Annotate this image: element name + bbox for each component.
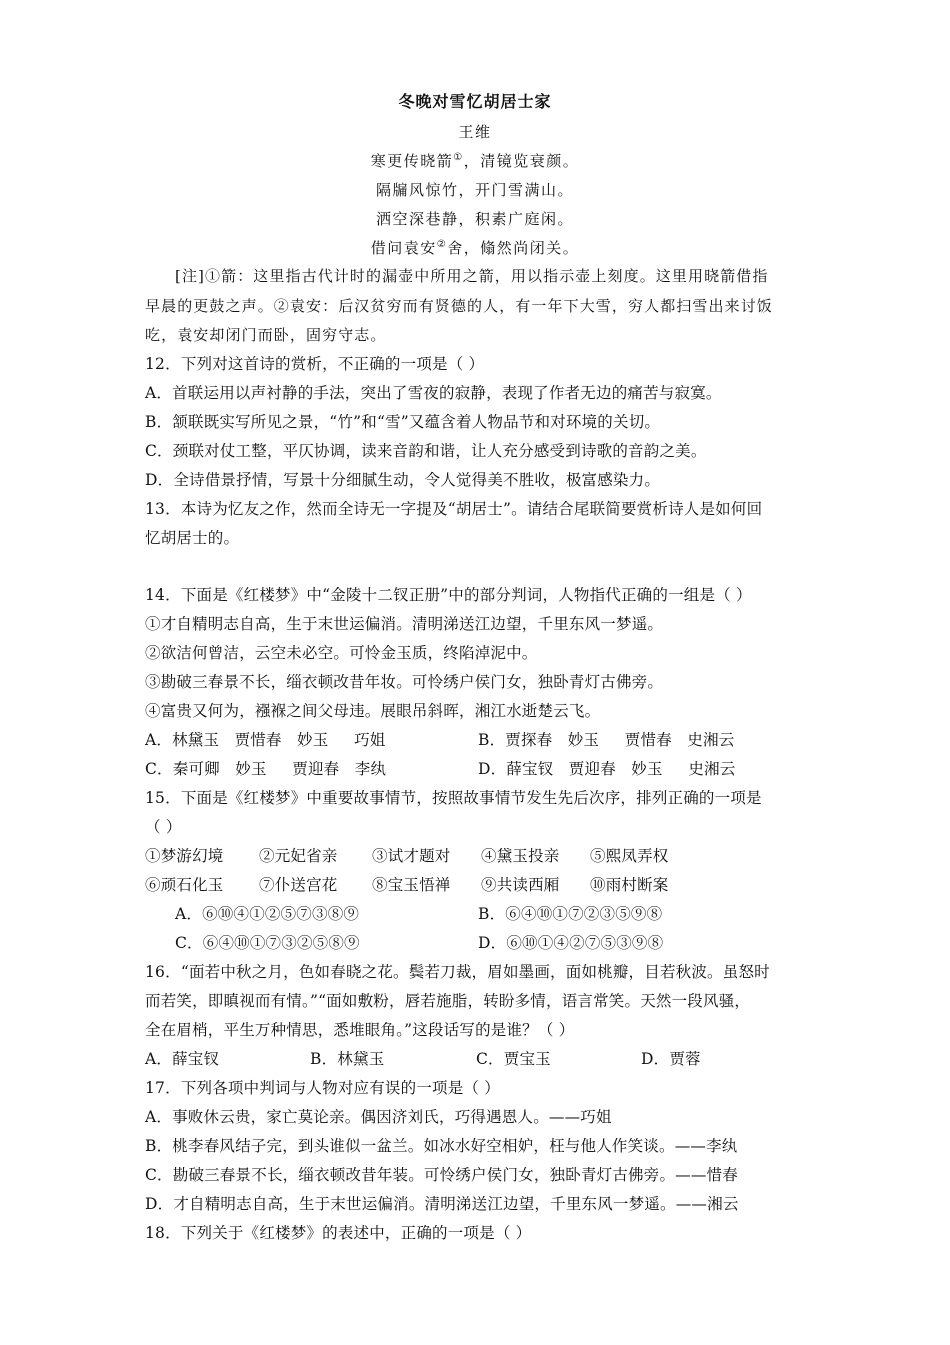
question-17-stem: 17．下列各项中判词与人物对应有误的一项是（ ） [145,1079,500,1097]
poem-line-1 [0,151,950,171]
question-15-option-a: A．⑥⑩④①②⑤⑦③⑧⑨ [175,905,360,923]
question-12-option-d: D．全诗借景抒情，写景十分细腻生动，令人觉得美不胜收，极富感染力。 [145,471,661,489]
poem-author: 王维 [458,123,492,141]
plot-item: ④黛玉投亲 [481,847,560,865]
poem-line-text: 舍，翛然尚闭关。 [447,239,580,257]
plot-item: ③试才题对 [372,847,451,865]
question-16-stem: 16．“面若中秋之月，色如春晓之花。鬓若刀裁，眉如墨画，面如桃瓣，目若秋波。虽怒时 [145,963,770,981]
question-16-option-c: C．贾宝玉 [476,1050,551,1068]
question-17-option-a: A．事败休云贵，家亡莫论亲。偶因济刘氏，巧得遇恩人。——巧姐 [145,1108,612,1126]
question-13-stem-cont: 忆胡居士的。 [145,529,240,547]
plot-item: ②元妃省亲 [259,847,338,865]
question-14-item: ②欲洁何曾洁，云空未必空。可怜金玉质，终陷淖泥中。 [145,644,538,662]
question-14-item: ③勘破三春景不长，缁衣顿改昔年妆。可怜绣户侯门女，独卧青灯古佛旁。 [145,673,664,691]
plot-item: ⑦仆送宫花 [259,876,338,894]
question-16-stem-cont: 而若笑，即瞋视而有情。”“面如敷粉，唇若施脂，转盼多情，语言常笑。天然一段风骚， [145,992,751,1010]
poem-line-text: 借问袁安 [370,239,437,257]
poem-line-3: 洒空深巷静，积素广庭闲。 [375,210,574,228]
question-17-option-d: D．才自精明志自高，生于末世运偏消。清明涕送江边望，千里东风一梦遥。——湘云 [145,1195,739,1213]
question-16-stem-cont: 全在眉梢，平生万种情思，悉堆眼角。”这段话写的是谁？（ ） [145,1021,575,1039]
plot-item: ①梦游幻境 [145,847,224,865]
question-16-option-b: B．林黛玉 [310,1050,385,1068]
question-12-option-b: B．颔联既实写所见之景，“竹”和“雪”又蕴含着人物品节和对环境的关切。 [145,413,661,431]
question-14-option-a: A．林黛玉 贾惜春 妙玉 巧姐 [145,731,386,749]
question-12-stem: 12．下列对这首诗的赏析，不正确的一项是（ ） [145,355,485,373]
question-15-paren: （ ） [145,818,182,836]
question-16-option-d: D．贾蓉 [641,1050,701,1068]
footnote-marker: ① [453,152,464,163]
question-14-option-d: D．薛宝钗 贾迎春 妙玉 史湘云 [478,760,736,778]
question-18-stem: 18．下列关于《红楼梦》的表述中，正确的一项是（ ） [145,1224,532,1242]
poem-title: 冬晚对雪忆胡居士家 [398,92,552,111]
question-16-option-a: A．薛宝钗 [145,1050,220,1068]
poem-note-line: [注]①箭：这里指古代计时的漏壶中所用之箭，用以指示壶上刻度。这里用晓箭借指 [175,267,769,285]
question-14-item: ④富贵又何为，襁褓之间父母违。展眼吊斜晖，湘江水逝楚云飞。 [145,702,601,720]
poem-note-line: 早晨的更鼓之声。②袁安：后汉贫穷而有贤德的人，有一年下大雪，穷人都扫雪出来讨饭 [145,297,773,315]
question-17-option-c: C．勘破三春景不长，缁衣顿改昔年装。可怜绣户侯门女，独卧青灯古佛旁。——惜春 [145,1166,738,1184]
question-15-stem: 15．下面是《红楼梦》中重要故事情节，按照故事情节发生先后次序，排列正确的一项是 [145,789,762,807]
plot-item: ⑧宝玉悟禅 [372,876,451,894]
question-17-option-b: B．桃李春风结子完，到头谁似一盆兰。如冰水好空相妒，枉与他人作笑谈。——李纨 [145,1137,738,1155]
question-14-option-b: B．贾探春 妙玉 贾惜春 史湘云 [478,731,735,749]
question-16-options [145,1049,765,1069]
plot-item: ⑨共读西厢 [481,876,560,894]
poem-line-text: ，清镜览衰颜。 [463,152,580,170]
question-15-items-row-2 [145,875,705,895]
question-14-stem: 14．下面是《红楼梦》中“金陵十二钗正册”中的部分判词，人物指代正确的一组是（ ） [145,586,752,604]
poem-line-text: 寒更传晓箭 [370,152,454,170]
question-14-option-c: C．秦可卿 妙玉 贾迎春 李纨 [145,760,387,778]
question-13-stem: 13．本诗为忆友之作，然而全诗无一字提及“胡居士”。请结合尾联简要赏析诗人是如何回 [145,500,763,518]
question-15-option-d: D．⑥⑩①④②⑦⑤③⑨⑧ [478,934,664,952]
question-14-item: ①才自精明志自高，生于末世运偏消。清明涕送江边望，千里东风一梦遥。 [145,615,664,633]
question-15-option-c: C．⑥④⑩①⑦③②⑤⑧⑨ [175,934,360,952]
plot-item: ⑥顽石化玉 [145,876,224,894]
question-15-items-row-1 [145,846,705,866]
question-15-option-b: B．⑥④⑩①⑦②③⑤⑨⑧ [478,905,663,923]
footnote-marker: ② [436,239,448,250]
poem-line-2: 隔牖风惊竹，开门雪满山。 [375,181,574,199]
plot-item: ⑩雨村断案 [590,876,669,894]
plot-item: ⑤熙凤弄权 [590,847,669,865]
question-12-option-c: C．颈联对仗工整，平仄协调，读来音韵和谐，让人充分感受到诗歌的音韵之美。 [145,442,707,460]
poem-note-line: 吃，袁安却闭门而卧，固穷守志。 [145,326,387,344]
question-12-option-a: A．首联运用以声衬静的手法，突出了雪夜的寂静，表现了作者无边的痛苦与寂寞。 [145,384,722,402]
poem-line-4 [0,238,950,258]
